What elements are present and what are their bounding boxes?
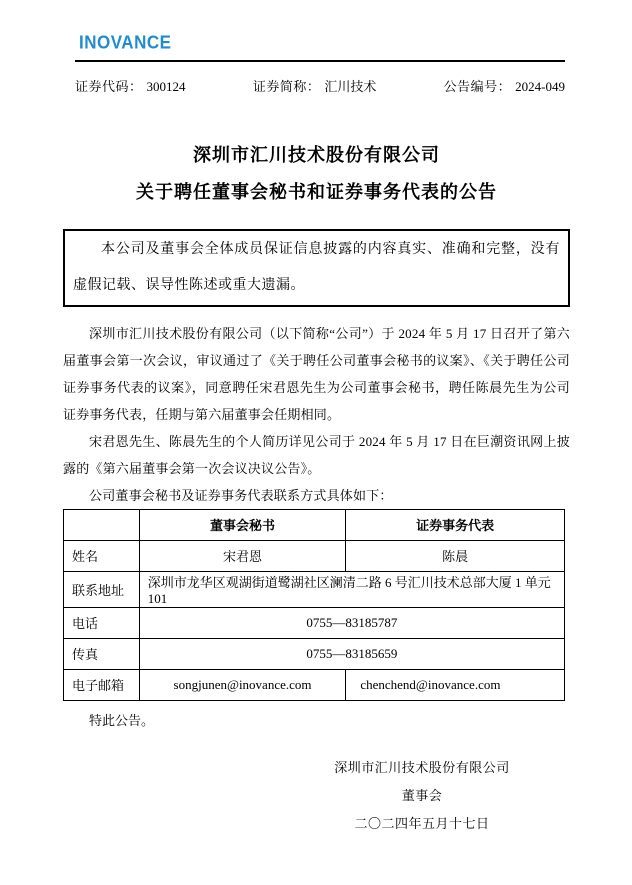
email-label-cell: 电子邮箱 xyxy=(64,669,140,700)
contact-row-fax xyxy=(64,638,565,669)
stock-name-value: 汇川技术 xyxy=(324,78,377,94)
announcement-number-value: 2024-049 xyxy=(515,78,565,94)
stock-name xyxy=(253,78,377,95)
address-label-cell: 联系地址 xyxy=(64,571,140,607)
title-line-2: 关于聘任董事会秘书和证券事务代表的公告 xyxy=(136,181,497,202)
address-value-cell: 深圳市龙华区观湖街道鹭湖社区澜清二路 6 号汇川技术总部大厦 1 单元 101 xyxy=(139,571,564,607)
contact-row-address xyxy=(64,571,565,607)
signature-date: 二〇二四年五月十七日 xyxy=(354,815,490,831)
title-line-1: 深圳市汇川技术股份有限公司 xyxy=(193,144,440,165)
document-content xyxy=(0,32,632,838)
disclaimer-box xyxy=(63,229,570,307)
name-representative-cell: 陈晨 xyxy=(346,540,565,571)
disclaimer-text: 本公司及董事会全体成员保证信息披露的内容真实、准确和完整，没有虚假记载、误导性陈述或重大遗漏。 xyxy=(73,241,560,293)
fax-value-cell: 0755—83185659 xyxy=(139,638,564,669)
email-representative-cell: chenchend@inovance.com xyxy=(346,669,565,700)
header-secretary-cell: 董事会秘书 xyxy=(139,509,346,540)
closing-statement: 特此公告。 xyxy=(89,712,155,728)
body-paragraph-3: 公司董事会秘书及证券事务代表联系方式具体如下： xyxy=(89,487,393,503)
contact-row-name xyxy=(64,540,565,571)
name-label-cell: 姓名 xyxy=(64,540,140,571)
body-paragraph-2: 宋君恩先生、陈晨先生的个人简历详见公司于 2024 年 5 月 17 日在巨潮资讯网上披露的《第六届董事会第一次会议决议公告》。 xyxy=(63,433,570,476)
announcement-number xyxy=(444,78,565,95)
stock-name-label: 证券简称： xyxy=(252,78,321,94)
header-representative-cell: 证券事务代表 xyxy=(346,509,565,540)
body-paragraph-1: 深圳市汇川技术股份有限公司（以下简称“公司”）于 2024 年 5 月 17 日召开了第六届董事会第一次会议，审议通过了《关于聘任公司董事会秘书的议案》、《关于聘任公司证券事务代表的议案》，同意聘任宋君恩先生为公司董事会秘书，聘任陈晨先生为公司证券事务代表，任期与第六届董事会任期相同。 xyxy=(63,325,570,422)
header-divider xyxy=(75,60,565,62)
inovance-logo: INOVANCE xyxy=(79,32,172,54)
contact-table-header-row xyxy=(64,509,565,540)
email-secretary-cell: songjunen@inovance.com xyxy=(139,669,346,700)
stock-info-row xyxy=(75,78,565,95)
body-text xyxy=(63,320,570,509)
phone-label-cell: 电话 xyxy=(64,607,140,638)
contact-table xyxy=(63,509,565,701)
contact-row-phone xyxy=(64,607,565,638)
fax-label-cell: 传真 xyxy=(64,638,140,669)
contact-row-email xyxy=(64,669,565,700)
signature-board: 董事会 xyxy=(401,787,443,803)
name-secretary-cell: 宋君恩 xyxy=(139,540,346,571)
stock-code-value: 300124 xyxy=(146,78,186,94)
signature-company: 深圳市汇川技术股份有限公司 xyxy=(334,759,510,775)
stock-code-label: 证券代码： xyxy=(75,78,143,94)
phone-value-cell: 0755—83185787 xyxy=(139,607,564,638)
header-empty-cell xyxy=(64,509,140,540)
document-title xyxy=(63,137,570,211)
stock-code xyxy=(75,78,186,95)
announcement-number-label: 公告编号： xyxy=(443,78,512,94)
signature-block xyxy=(292,754,552,838)
